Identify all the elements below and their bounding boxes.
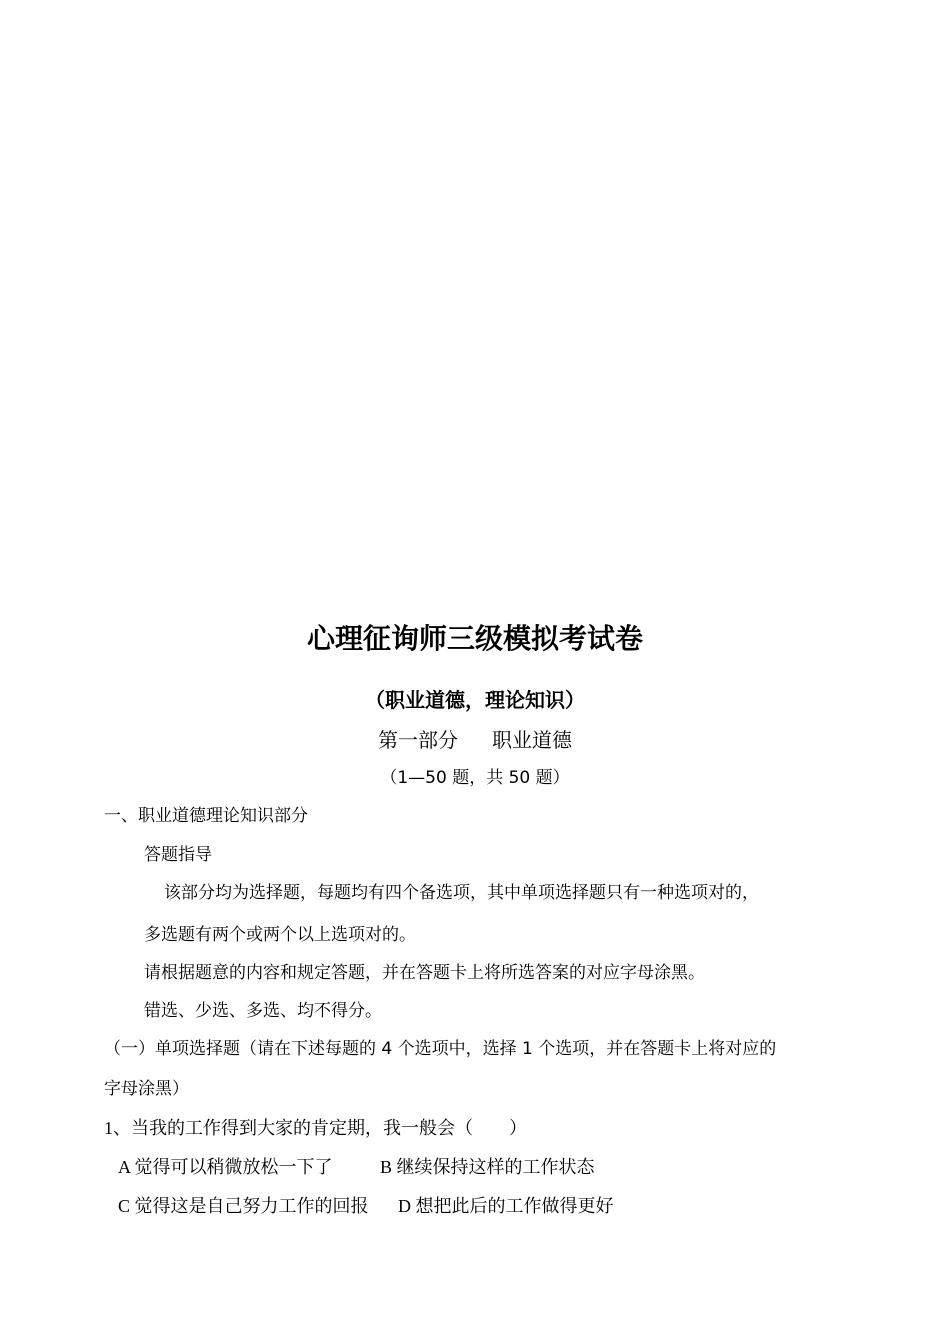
part-heading: [0, 730, 950, 750]
option-b: B 继续保持这样的工作状态: [380, 1157, 595, 1177]
part-name: 职业道德: [492, 728, 572, 752]
question-1-options-row-1: [118, 1158, 595, 1176]
guide-line: 请根据题意的内容和规定答题，并在答题卡上将所选答案的对应字母涂黑。: [144, 963, 705, 983]
guide-line: 该部分均为选择题，每题均有四个备选项，其中单项选择题只有一种选项对的，: [164, 883, 759, 903]
guide-line: 多选题有两个或两个以上选项对的。: [144, 925, 416, 945]
guide-heading: 答题指导: [144, 845, 212, 865]
single-choice-heading-cont: 字母涂黑）: [104, 1079, 189, 1099]
part-label: 第一部分: [378, 728, 458, 752]
question-1-options-row-2: [118, 1197, 614, 1215]
question-1-stem: 1、当我的工作得到大家的肯定期，我一般会（ ）: [104, 1118, 527, 1138]
question-range: （1—50 题，共 50 题）: [380, 768, 570, 788]
option-a: A 觉得可以稍微放松一下了: [118, 1157, 333, 1177]
guide-line: 错选、少选、多选、均不得分。: [144, 1001, 382, 1021]
option-d: D 想把此后的工作做得更好: [398, 1196, 614, 1216]
exam-title: 心理征询师三级模拟考试卷: [306, 622, 643, 655]
single-choice-heading: （一）单项选择题（请在下述每题的 4 个选项中，选择 1 个选项，并在答题卡上将对应的: [104, 1039, 777, 1059]
section-heading: 一、职业道德理论知识部分: [104, 806, 308, 826]
exam-subtitle: （职业道德，理论知识）: [365, 688, 585, 712]
option-c: C 觉得这是自己努力工作的回报: [118, 1196, 369, 1216]
